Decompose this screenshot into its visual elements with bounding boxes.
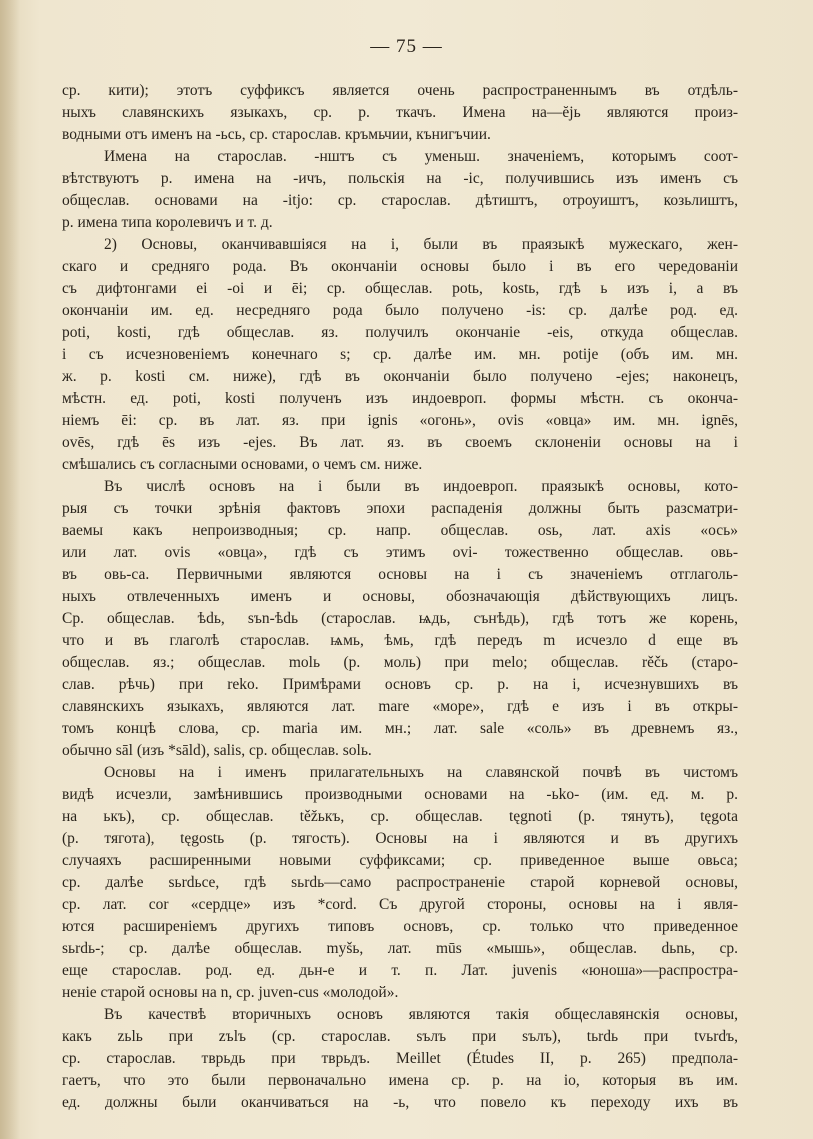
text-line: poti, kosti, гдѣ общеслав. яз. получилъ окончаніе -eis, откуда общеслав.: [62, 324, 738, 341]
text-line: видѣ исчезли, замѣнившись производными основами на -ьko- (им. ед. м. р.: [62, 786, 738, 803]
text-line: неніе старой основы на n, ср. juven-cus «молодой».: [62, 984, 399, 1001]
text-line: случаяхъ расширенными новыми суффиксами; ср. приведенное выше овьса;: [62, 852, 738, 869]
text-line: съ дифтонгами ei -oi и ēi; ср. общеслав. potь, kostь, гдѣ ь изъ i, а въ: [62, 280, 738, 297]
text-line: славянскихъ языкахъ, являются лат. mare «море», гдѣ e изъ i въ откры-: [62, 698, 738, 715]
text-line: гаетъ, что это были первоначально имена ср. р. на io, которыя въ им.: [62, 1072, 738, 1089]
body-text: [62, 80, 738, 1114]
text-line: ср. старослав. тврьдь при тврьдъ. Meillet (Études II, p. 265) предпола-: [62, 1050, 738, 1067]
text-line: общеслав. основами на -itjo: ср. старослав. дѣтиштъ, отроуиштъ, козьлиштъ,: [62, 192, 738, 209]
text-line: еще старослав. род. ед. дьн-е и т. п. Лат. juvenis «юноша»—распростра-: [62, 962, 738, 979]
text-line: Въ качествѣ вторичныхъ основъ являются такія общеславянскія основы,: [104, 1006, 738, 1023]
text-line: на ькъ), ср. общеслав. těžькъ, ср. общеслав. tęgnoti (р. тянуть), tęgota: [62, 808, 738, 825]
text-line: Имена на старослав. -нштъ съ уменьш. значеніемъ, которымъ соот-: [104, 148, 738, 165]
text-line: ovēs, гдѣ ēs изъ -ejes. Въ лат. яз. въ своемъ склоненіи основы на i: [62, 434, 738, 451]
text-line: (р. тягота), tęgostь (р. тягость). Основы на i являются и въ другихъ: [62, 830, 738, 847]
text-line: водными отъ именъ на -ьсь, ср. старослав. кръмьчии, кънигъчии.: [62, 126, 491, 143]
text-line: мѣстн. ед. poti, kosti полученъ изъ индоевроп. формы мѣстн. съ оконча-: [62, 390, 738, 407]
page-number: — 75 —: [370, 36, 443, 57]
text-line: томъ концѣ слова, ср. maria им. мн.; лат. sale «соль» въ древнемъ яз.,: [62, 720, 738, 737]
text-line: ются расширеніемъ другихъ типовъ основъ, ср. только что приведенное: [62, 918, 738, 935]
text-line: ср. лат. cor «сердце» изъ *cord. Съ другой стороны, основы на i явля-: [62, 896, 738, 913]
text-line: обычно sāl (изъ *sāld), salis, ср. общеслав. solь.: [62, 742, 372, 759]
text-line: ср. кити); этотъ суффиксъ является очень распространеннымъ въ отдѣль-: [62, 82, 738, 99]
text-line: ед. должны были оканчиваться на -ь, что повело къ переходу ихъ въ: [62, 1094, 738, 1111]
text-line: рыя съ точки зрѣнія фактовъ эпохи распаденія должны быть разсматри-: [62, 500, 738, 517]
text-line: i съ исчезновеніемъ конечнаго s; ср. далѣе им. мн. potije (объ им. мн.: [62, 346, 738, 363]
text-line: слав. рѣчь) при reko. Примѣрами основъ ср. р. на i, исчезнувшихъ въ: [62, 676, 738, 693]
text-line: ваемы какъ непроизводныя; ср. напр. общеслав. osь, лат. axis «ось»: [62, 522, 738, 539]
text-line: или лат. ovis «овца», гдѣ съ этимъ ovi- тожественно общеслав. овь-: [62, 544, 738, 561]
page-binding-shadow: [0, 0, 20, 1139]
text-line: sьrdь-; ср. далѣе общеслав. myšь, лат. mūs «мышь», общеслав. dьnь, ср.: [62, 940, 738, 957]
text-line: какъ zьlь при zъlъ (ср. старослав. ѕълъ при ѕълъ), tьrdь при tvьrdъ,: [62, 1028, 738, 1045]
text-line: окончаніи им. ед. несредняго рода было получено -is: ср. далѣе род. ед.: [62, 302, 738, 319]
text-line: Основы на i именъ прилагательныхъ на славянской почвѣ въ чистомъ: [104, 764, 738, 781]
text-line: скаго и средняго рода. Въ окончаніи основы было i въ его чередованіи: [62, 258, 738, 275]
text-line: ныхъ славянскихъ языкахъ, ср. р. ткачъ. Имена на—ĕjь являются произ-: [62, 104, 738, 121]
text-line: что и въ глаголѣ старослав. ѩмь, ѣмь, гдѣ передъ m исчезло d еще въ: [62, 632, 738, 649]
text-line: Ср. общеслав. ѣdь, sъn-ѣdь (старослав. ѩдь, сънѣдь), гдѣ тотъ же корень,: [62, 610, 738, 627]
text-line: вѣтствуютъ р. имена на -ичъ, польскія на -ic, получившись изъ именъ съ: [62, 170, 738, 187]
text-line: общеслав. яз.; общеслав. molь (р. моль) при melo; общеслав. rěčь (старо-: [62, 654, 738, 671]
text-line: р. имена типа королевичъ и т. д.: [62, 214, 273, 231]
text-line: 2) Основы, оканчивавшіяся на i, были въ праязыкѣ мужескаго, жен-: [104, 236, 738, 253]
text-line: смѣшались съ согласными основами, о чемъ см. ниже.: [62, 456, 423, 473]
text-line: ж. р. kosti см. ниже), гдѣ въ окончаніи было получено -ejes; наконецъ,: [62, 368, 738, 385]
text-line: ср. далѣе sьrdьce, гдѣ sьrdь—само распространеніе старой корневой основы,: [62, 874, 738, 891]
text-line: ніемъ ēi: ср. въ лат. яз. при ignis «огонь», ovis «овца» им. мн. ignēs,: [62, 412, 738, 429]
text-line: Въ числѣ основъ на i были въ индоевроп. праязыкѣ основы, кото-: [104, 478, 738, 495]
text-line: ныхъ отвлеченныхъ именъ и основы, обозначающія дѣйствующихъ лицъ.: [62, 588, 738, 605]
text-line: въ овь-са. Первичными являются основы на i съ значеніемъ отглаголь-: [62, 566, 738, 583]
